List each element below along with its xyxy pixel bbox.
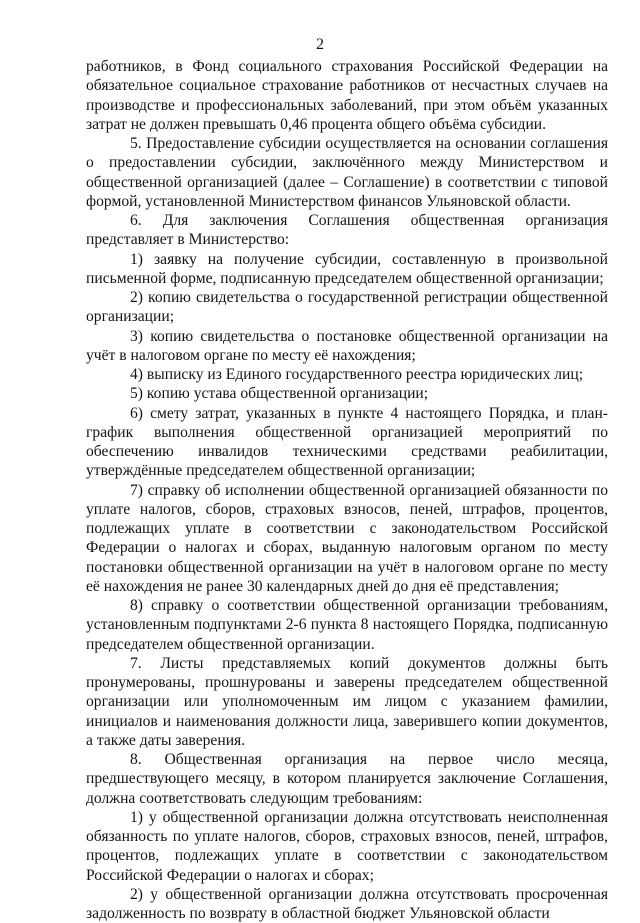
- list-item-6-3: 3) копию свидетельства о постановке общественной организации на учёт в налоговом органе по месту её нахождения;: [86, 327, 608, 364]
- page-number: 2: [316, 36, 324, 53]
- list-item-6-8: 8) справку о соответствии общественной организации требованиям, установленным подпунктами 2-6 пункта 8 настоящего Порядка, подписанную председателем общественной организации.: [86, 597, 608, 653]
- paragraph-continuation: работников, в Фонд социального страхования Российской Федерации на обязательное социальное страхование работников от несчастных случаев на производстве и профессиональных заболеваний, при этом объём указанных затрат не должен превышать 0,46 процента общего объёма субсидии.: [86, 58, 608, 133]
- list-item-6-5: 5) копию устава общественной организации;: [130, 385, 429, 403]
- list-item-8-2: 2) у общественной организации должна отсутствовать просроченная задолженность по возврату в областной бюджет Ульяновской области: [86, 885, 608, 922]
- list-item-6-7: 7) справку об исполнении общественной организацией обязанности по уплате налогов, сборов, страховых взносов, пеней, штрафов, процентов, подлежащих уплате в соответствии с законодательством Российской Федерации о налогах и сборах, выданную налоговым органом по месту постановки общественной организации на учёт в налоговом органе по месту её нахождения не ранее 30 календарных дней до дня её представления;: [86, 481, 608, 595]
- list-item-6-2: 2) копию свидетельства о государственной регистрации общественной организации;: [86, 289, 608, 326]
- paragraph-6: 6. Для заключения Соглашения общественная организация представляет в Министерство:: [86, 212, 608, 249]
- paragraph-8: 8. Общественная организация на первое число месяца, предшествующего месяцу, в котором планируется заключение Соглашения, должна соответствовать следующим требованиям:: [86, 751, 608, 807]
- list-item-6-1: 1) заявку на получение субсидии, составленную в произвольной письменной форме, подписанную председателем общественной организации;: [86, 250, 608, 287]
- paragraph-7: 7. Листы представляемых копий документов должны быть пронумерованы, прошнурованы и заверены председателем общественной организации или уполномоченным им лицом с указанием фамилии, инициалов и наименования должности лица, заверившего копии документов, а также даты заверения.: [86, 654, 608, 749]
- paragraph-5: 5. Предоставление субсидии осуществляется на основании соглашения о предоставлении субсидии, заключённого между Министерством и общественной организацией (далее – Соглашение) в соответствии с типовой формой, установленной Министерством финансов Ульяновской области.: [86, 135, 608, 210]
- document-body: [86, 57, 608, 923]
- list-item-8-1: 1) у общественной организации должна отсутствовать неисполненная обязанность по уплате налогов, сборов, страховых взносов, пеней, штрафов, процентов, подлежащих уплате в соответствии с законодательством Российской Федерации о налогах и сборах;: [86, 808, 608, 884]
- list-item-6-4: 4) выписку из Единого государственного реестра юридических лиц;: [130, 366, 584, 383]
- list-item-6-6: 6) смету затрат, указанных в пункте 4 настоящего Порядка, и план-график выполнения общественной организацией мероприятий по обеспечению инвалидов техническими средствами реабилитации, утверждённые председателем общественной организации;: [86, 404, 608, 480]
